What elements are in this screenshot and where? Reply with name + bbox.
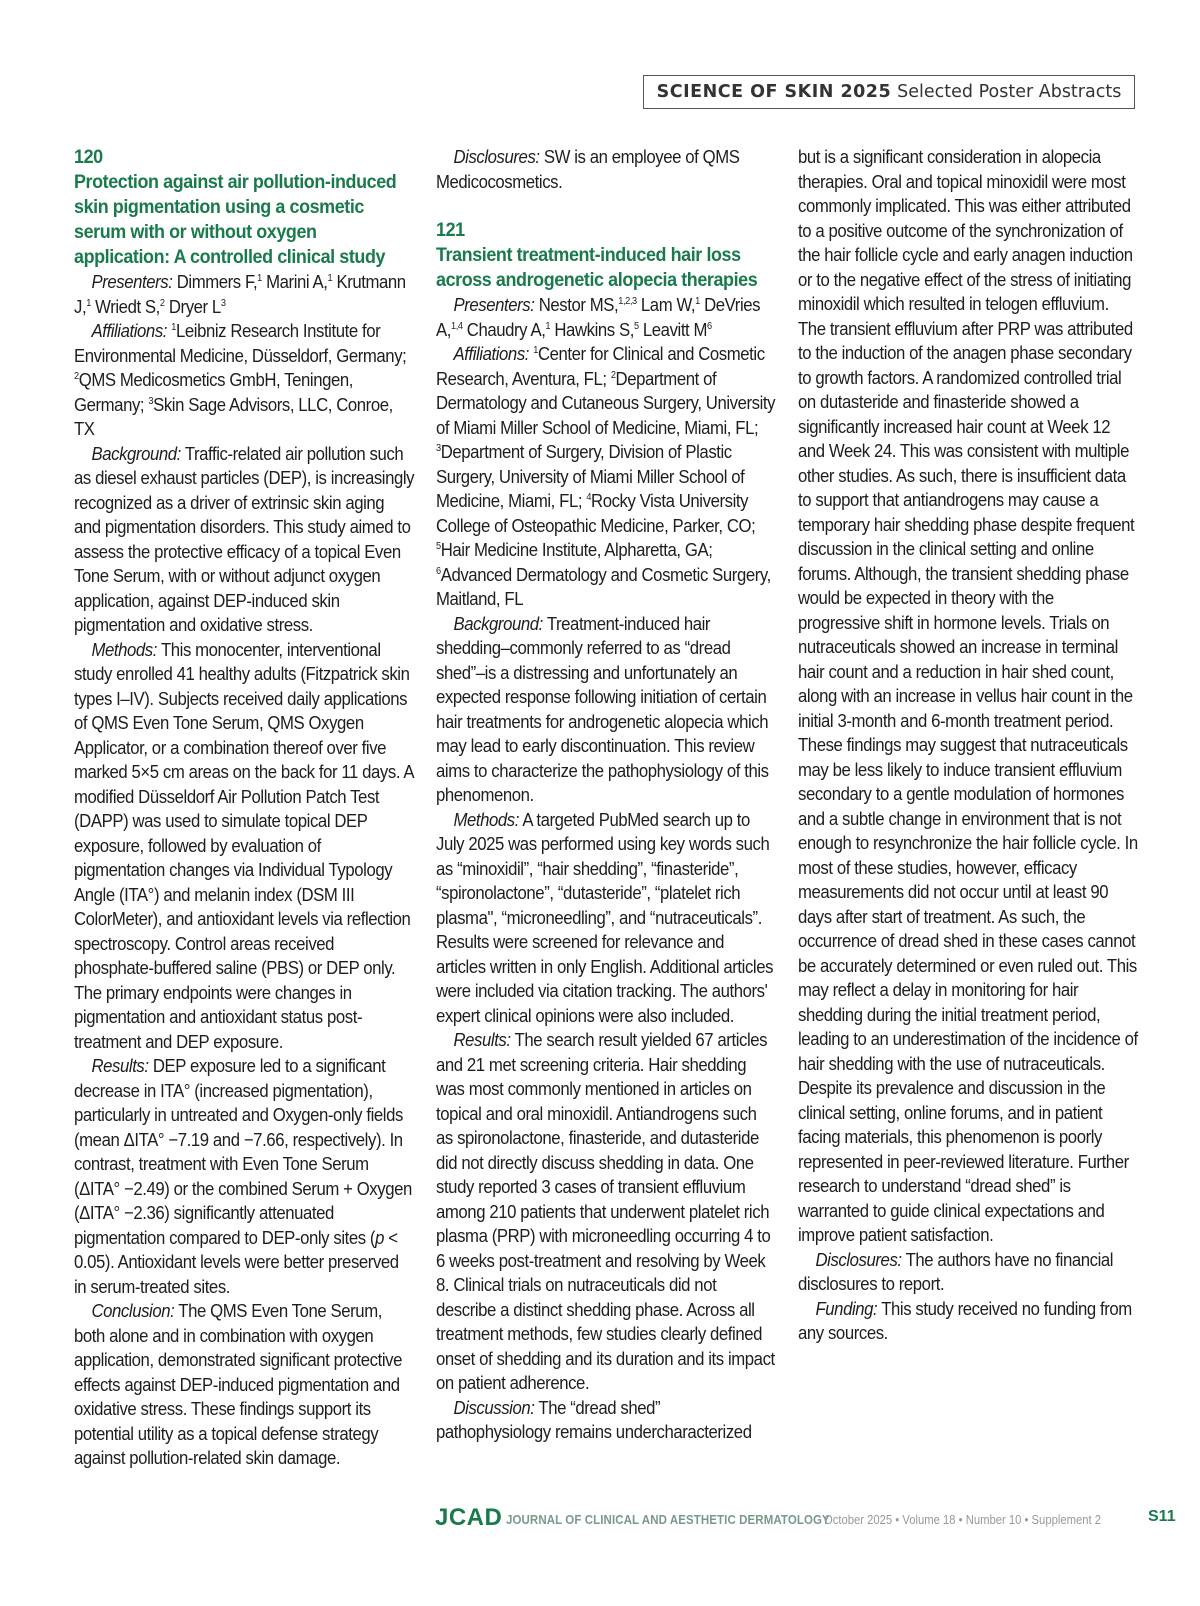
abstract-121-funding: Funding: This study received no funding from any sources. <box>798 1298 1132 1343</box>
abstract-120-number: 120 <box>74 146 103 168</box>
page-footer <box>0 1500 1200 1540</box>
abstract-120-disclosures: Disclosures: SW is an employee of QMS Medicocosmetics. <box>436 147 740 192</box>
abstract-121-discussion: Discussion: The “dread shed” pathophysiology remains undercharacterized <box>436 1397 752 1442</box>
column-2 <box>436 145 776 1445</box>
abstract-120-methods: Methods: This monocenter, interventional study enrolled 41 healthy adults (Fitzpatrick skin types I–IV). Subjects received daily applications of QMS Even Tone Serum, QMS Oxygen Applicator, or a combination thereof over five marked 5×5 cm areas on the back for 11 days. A modified Düsseldorf Air Pollution Patch Test (DAPP) was used to simulate topical DEP exposure, followed by evaluation of pigmentation changes via Individual Typology Angle (ITA°) and melanin index (DSM III ColorMeter), and antioxidant levels via reflection spectroscopy. Control areas received phosphate-buffered saline (PBS) or DEP only. The primary endpoints were changes in pigmentation and antioxidant status post-treatment and DEP exposure. <box>74 639 414 1052</box>
abstract-121-affiliations: Affiliations: $^1$Center for Clinical and Cosmetic Research, Aventura, FL; $^2$Department of Dermatology and Cutaneous Surgery, University of Miami Miller School of Medicine, Miami, FL; $^3$Department of Surgery, Division of Plastic Surgery, University of Miami Miller School of Medicine, Miami, FL; $^4$Rocky Vista University College of Osteopathic Medicine, Parker, CO; $^5$Hair Medicine Institute, Alpharetta, GA; $^6$Advanced Dermatology and Cosmetic Surgery, Maitland, FL <box>436 344 776 609</box>
journal-name: JOURNAL OF CLINICAL AND AESTHETIC DERMATOLOGY <box>506 1513 830 1527</box>
column-1 <box>74 145 414 1471</box>
abstract-121-results: Results: The search result yielded 67 articles and 21 met screening criteria. Hair shedding was most commonly mentioned in articles on topical and oral minoxidil. Antiandrogens such as spironolactone, finasteride, and dutasteride did not directly discuss shedding in data. One study reported 3 cases of transient effluvium among 210 patients that underwent platelet rich plasma (PRP) with microneedling occurring 4 to 6 weeks post-treatment and resolving by Week 8. Clinical trials on nutraceuticals did not describe a distinct shedding phase. Across all treatment methods, few studies clearly defined onset of shedding and its duration and its impact on patient adherence. <box>436 1030 775 1393</box>
abstract-121-title: Transient treatment-induced hair loss across androgenetic alopecia therapies <box>436 244 758 291</box>
abstract-121-background: Background: Treatment-induced hair shedding–commonly referred to as “dread shed”–is a distressing and unfortunately an expected response following initiation of certain hair treatments for androgenetic alopecia which may lead to early discontinuation. This review aims to characterize the pathophysiology of this phenomenon. <box>436 613 769 805</box>
abstract-120-background: Background: Traffic-related air pollution such as diesel exhaust particles (DEP), is increasingly recognized as a driver of extrinsic skin aging and pigmentation disorders. This study aimed to assess the protective efficacy of a topical Even Tone Serum, with or without adjunct oxygen application, against DEP-induced skin pigmentation and oxidative stress. <box>74 443 415 635</box>
abstract-121-presenters: Presenters: Nestor MS,$^{1,2,3}$ Lam W,$^1$ DeVries A,$^{1,4}$ Chaudry A,$^1$ Hawkins S,$^5$ Leavitt $M^6$ <box>436 295 761 340</box>
abstract-120-affiliations: Affiliations: $^1$Leibniz Research Institute for Environmental Medicine, Düsseldorf, Germany; $^2$QMS Medicosmetics GmbH, Teningen, Germany; $^3$Skin Sage Advisors, LLC, Conroe, TX <box>74 321 407 439</box>
abstract-120-title: Protection against air pollution-induced skin pigmentation using a cosmetic serum with or without oxygen application: A controlled clinical study <box>74 171 397 268</box>
abstract-121-number: 121 <box>436 219 465 241</box>
page-number: S11 <box>1148 1508 1176 1525</box>
abstract-121-discussion-continued: but is a significant consideration in alopecia therapies. Oral and topical minoxidil were most commonly implicated. This was either attributed to a positive outcome of the synchronization of the hair follicle cycle and early anagen induction or to the negative effect of the stress of initiating minoxidil which resulted in telogen effluvium. The transient effluvium after PRP was attributed to the induction of the anagen phase secondary to growth factors. A randomized controlled trial on dutasteride and finasteride showed a significantly increased hair count at Week 12 and Week 24. This was consistent with multiple other studies. As such, there is insufficient data to support that antiandrogens may cause a temporary hair shedding phase despite frequent discussion in the clinical setting and online forums. Although, the transient shedding phase would be expected in theory with the progressive shift in hormone levels. Trials on nutraceuticals showed an increase in terminal hair count and a reduction in hair shed count, along with an increase in vellus hair count in the initial 3-month and 6-month treatment period. These findings may suggest that nutraceuticals may be less likely to induce transient effluvium secondary to a gentle modulation of hormones and a subtle change in environment that is not enough to resynchronize the hair follicle cycle. In most of these studies, however, efficacy measurements did not occur until at least 90 days after start of treatment. As such, the occurrence of dread shed in these cases cannot be accurately determined or even ruled out. This may reflect a delay in monitoring for hair shedding during the initial treatment period, leading to an underestimation of the incidence of hair shedding with the use of nutraceuticals. Despite its prevalence and discussion in the clinical setting, online forums, and in patient facing materials, this phenomenon is poorly represented in peer-reviewed literature. Further research to understand “dread shed” is warranted to guide clinical expectations and improve patient satisfaction. <box>798 147 1138 1245</box>
abstract-121-methods: Methods: A targeted PubMed search up to July 2025 was performed using key words such as “minoxidil”, “hair shedding”, “finasteride”, “spironolactone”, “dutasteride”, “platelet rich plasma", “microneedling”, and “nutraceuticals”. Results were screened for relevance and articles written in only English. Additional articles were included via citation tracking. The authors' expert clinical opinions were also included. <box>436 809 774 1026</box>
abstract-120-conclusion: Conclusion: The QMS Even Tone Serum, both alone and in combination with oxygen application, demonstrated significant protective effects against DEP-induced pigmentation and oxidative stress. These findings support its potential utility as a topical defense strategy against pollution-related skin damage. <box>74 1301 402 1468</box>
issue-info: October 2025 • Volume 18 • Number 10 • Supplement 2 <box>824 1513 1101 1527</box>
abstract-120-presenters: Presenters: Dimmers F,$^1$ Marini A,$^1$ Krutmann J,$^1$ Wriedt S,$^2$ Dryer $L^3$ <box>74 272 406 317</box>
column-3 <box>798 145 1138 1346</box>
running-header <box>643 75 1135 109</box>
header-rest: Selected Poster Abstracts <box>897 82 1122 102</box>
jcad-logo: JCAD <box>435 1504 503 1531</box>
abstract-120-results: Results: DEP exposure led to a significant decrease in ITA° (increased pigmentation), particularly in untreated and Oxygen-only fields (mean ΔITA° −7.19 and −7.66, respectively). In contrast, treatment with Even Tone Serum (ΔITA° −2.49) or the combined Serum + Oxygen (ΔITA° −2.36) significantly attenuated pigmentation compared to DEP-only sites (p < 0.05). Antioxidant levels were better preserved in serum-treated sites. <box>74 1056 412 1297</box>
header-bold: SCIENCE OF SKIN 2025 <box>656 82 892 102</box>
abstract-121-disclosures: Disclosures: The authors have no financial disclosures to report. <box>798 1249 1114 1294</box>
